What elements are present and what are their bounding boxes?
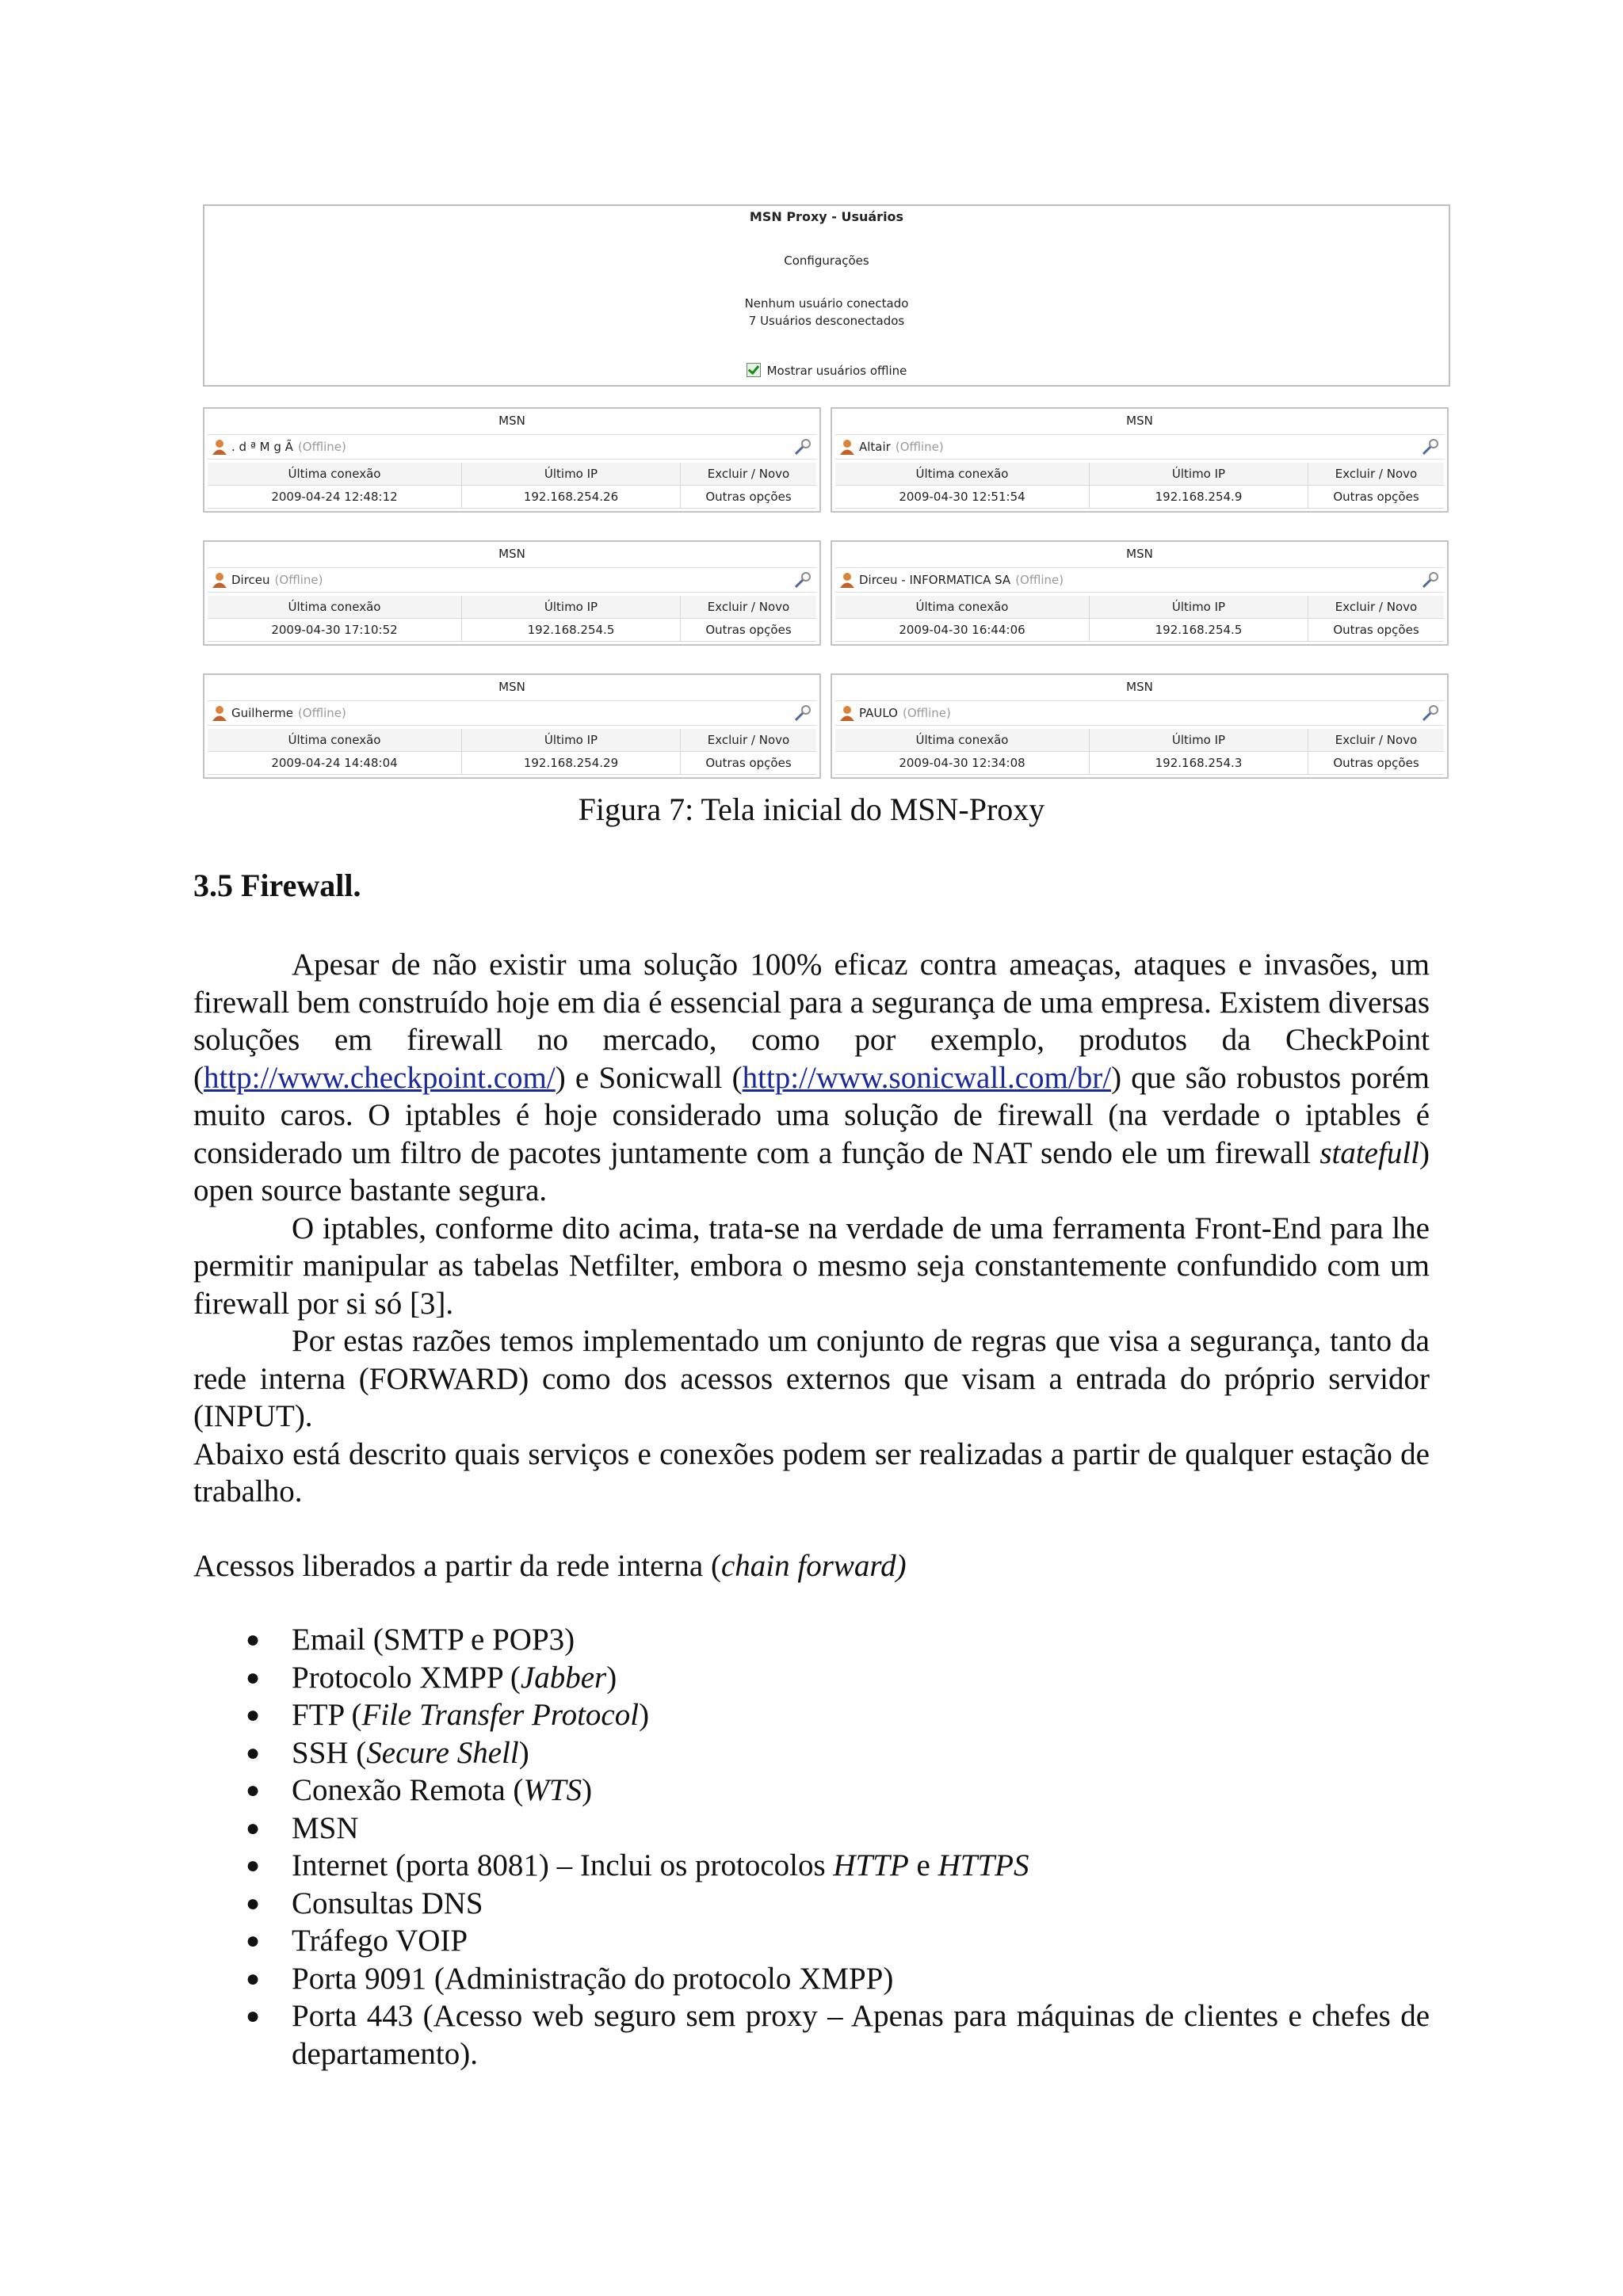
- last-connection-value: 2009-04-30 17:10:52: [271, 623, 398, 637]
- msn-proxy-screenshot: [203, 204, 1449, 781]
- col-last-ip: Último IP: [461, 596, 680, 618]
- tools-icon[interactable]: [1420, 438, 1439, 457]
- paragraph-2: O iptables, conforme dito acima, trata-se na verdade de uma ferramenta Front-End para lhe permitir manipular as tabelas Netfilter, embora o mesmo seja constantemente confundido com um firewall por si só [3].: [193, 1211, 1430, 1321]
- bullet-icon: ●: [246, 1965, 261, 1992]
- user-offline-icon: [211, 571, 228, 589]
- user-offline-icon: [211, 704, 228, 722]
- user-status: (Offline): [297, 706, 346, 720]
- last-ip-value: 192.168.254.26: [461, 486, 680, 508]
- list-item: ● Email (SMTP e POP3): [193, 1621, 1430, 1659]
- last-ip-value: 192.168.254.3: [1089, 752, 1308, 774]
- bullet-icon: ●: [246, 1890, 261, 1917]
- col-last-connection: Última conexão: [915, 467, 1009, 481]
- user-card: [831, 673, 1449, 779]
- list-item: ● FTP (File Transfer Protocol): [193, 1696, 1430, 1734]
- user-offline-icon: [211, 438, 228, 456]
- user-status: (Offline): [895, 440, 944, 454]
- users-panel-header: [203, 204, 1450, 387]
- card-header: MSN: [498, 414, 525, 428]
- list-item: ● Consultas DNS: [193, 1885, 1430, 1923]
- user-name: Guilherme: [231, 706, 293, 720]
- card-header: MSN: [1126, 680, 1153, 694]
- config-link[interactable]: Configurações: [784, 254, 869, 268]
- user-row: [835, 567, 1444, 593]
- user-row: [208, 567, 816, 593]
- col-last-ip: Último IP: [1089, 463, 1308, 485]
- section-body: [193, 946, 1430, 1511]
- bullet-icon: ●: [246, 1664, 261, 1691]
- other-options-link[interactable]: Outras opções: [1308, 619, 1444, 641]
- user-card: [203, 673, 821, 779]
- user-offline-icon: [838, 438, 856, 456]
- last-ip-value: 192.168.254.29: [461, 752, 680, 774]
- col-last-connection: Última conexão: [288, 467, 381, 481]
- user-offline-icon: [838, 704, 856, 722]
- col-last-ip: Último IP: [1089, 729, 1308, 751]
- delete-new-link[interactable]: Excluir / Novo: [680, 596, 816, 618]
- list-item: ● Conexão Remota (WTS): [193, 1772, 1430, 1810]
- user-row: [835, 700, 1444, 726]
- last-ip-value: 192.168.254.5: [461, 619, 680, 641]
- user-status: (Offline): [297, 440, 346, 454]
- user-row: [208, 700, 816, 726]
- list-item: ● Protocolo XMPP (Jabber): [193, 1659, 1430, 1697]
- show-offline-toggle[interactable]: [204, 363, 1449, 378]
- user-offline-icon: [838, 571, 856, 589]
- delete-new-link[interactable]: Excluir / Novo: [1308, 596, 1444, 618]
- user-status: (Offline): [274, 573, 323, 587]
- col-last-connection: Última conexão: [288, 733, 381, 747]
- last-connection-value: 2009-04-30 12:34:08: [899, 756, 1025, 770]
- user-status: (Offline): [1015, 573, 1064, 587]
- delete-new-link[interactable]: Excluir / Novo: [680, 463, 816, 485]
- user-name: Altair: [859, 440, 891, 454]
- bullet-icon: ●: [246, 1777, 261, 1803]
- col-last-ip: Último IP: [1089, 596, 1308, 618]
- delete-new-link[interactable]: Excluir / Novo: [1308, 463, 1444, 485]
- user-card: [831, 407, 1449, 513]
- user-row: [208, 434, 816, 460]
- last-connection-value: 2009-04-30 12:51:54: [899, 490, 1025, 504]
- user-name: Dirceu: [231, 573, 270, 587]
- bullet-icon: ●: [246, 1852, 261, 1878]
- card-header: MSN: [1126, 414, 1153, 428]
- last-ip-value: 192.168.254.9: [1089, 486, 1308, 508]
- figure-caption: Figura 7: Tela inicial do MSN-Proxy: [578, 791, 1045, 827]
- col-last-connection: Última conexão: [915, 733, 1009, 747]
- last-connection-value: 2009-04-24 12:48:12: [271, 490, 398, 504]
- connected-count: Nenhum usuário conectado: [744, 296, 909, 311]
- last-connection-value: 2009-04-24 14:48:04: [271, 756, 398, 770]
- user-card: [203, 407, 821, 513]
- sonicwall-link[interactable]: http://www.sonicwall.com/br/: [742, 1060, 1112, 1095]
- user-name: Dirceu - INFORMATICA SA: [859, 573, 1011, 587]
- other-options-link[interactable]: Outras opções: [1308, 486, 1444, 508]
- col-last-ip: Último IP: [461, 729, 680, 751]
- user-status: (Offline): [902, 706, 951, 720]
- tools-icon[interactable]: [792, 571, 812, 590]
- list-item: ● MSN: [193, 1810, 1430, 1848]
- tools-icon[interactable]: [1420, 704, 1439, 723]
- bullet-icon: ●: [246, 2003, 261, 2029]
- delete-new-link[interactable]: Excluir / Novo: [680, 729, 816, 751]
- other-options-link[interactable]: Outras opções: [680, 619, 816, 641]
- tools-icon[interactable]: [792, 704, 812, 723]
- list-item: ● Internet (porta 8081) – Inclui os protocolos HTTP e HTTPS: [193, 1847, 1430, 1885]
- user-name: PAULO: [859, 706, 898, 720]
- col-last-connection: Última conexão: [288, 600, 381, 614]
- checkpoint-link[interactable]: http://www.checkpoint.com/: [204, 1060, 556, 1095]
- card-header: MSN: [498, 547, 525, 561]
- delete-new-link[interactable]: Excluir / Novo: [1308, 729, 1444, 751]
- last-ip-value: 192.168.254.5: [1089, 619, 1308, 641]
- card-header: MSN: [1126, 547, 1153, 561]
- user-card: [831, 540, 1449, 646]
- user-card: [203, 540, 821, 646]
- paragraph-4: Abaixo está descrito quais serviços e conexões podem ser realizadas a partir de qualquer estação de trabalho.: [193, 1436, 1430, 1508]
- disconnected-count: 7 Usuários desconectados: [748, 314, 905, 328]
- list-item: ● SSH (Secure Shell): [193, 1734, 1430, 1772]
- paragraph-5: Acessos liberados a partir da rede interna (chain forward): [193, 1549, 907, 1583]
- bullet-icon: ●: [246, 1702, 261, 1728]
- bullet-icon: ●: [246, 1928, 261, 1954]
- panel-title: MSN Proxy - Usuários: [749, 209, 904, 224]
- bullet-icon: ●: [246, 1814, 261, 1841]
- last-connection-value: 2009-04-30 16:44:06: [899, 623, 1025, 637]
- user-name: . d ª M g Ã: [231, 440, 293, 454]
- col-last-ip: Último IP: [461, 463, 680, 485]
- list-item: ● Porta 9091 (Administração do protocolo XMPP): [193, 1960, 1430, 1998]
- paragraph-1: Apesar de não existir uma solução 100% eficaz contra ameaças, ataques e invasões, um firewall bem construído hoje em dia é essencial para a segurança de uma empresa. Existem diversas soluções em firewall no mercado, como por exemplo, produtos da CheckPoint (http://www.checkpoint.com/) e Sonicwall (http://www.sonicwall.com/br/) que são robustos porém muito caros. O iptables é hoje considerado uma solução de firewall (na verdade o iptables é considerado um filtro de pacotes juntamente com a função de NAT sendo ele um firewall statefull) open source bastante segura.: [193, 948, 1430, 1207]
- show-offline-label: Mostrar usuários offline: [766, 364, 907, 378]
- bullet-icon: ●: [246, 1627, 261, 1653]
- col-last-connection: Última conexão: [915, 600, 1009, 614]
- allowed-services-list: [193, 1621, 1430, 2073]
- other-options-link[interactable]: Outras opções: [680, 752, 816, 774]
- other-options-link[interactable]: Outras opções: [680, 486, 816, 508]
- user-row: [835, 434, 1444, 460]
- other-options-link[interactable]: Outras opções: [1308, 752, 1444, 774]
- tools-icon[interactable]: [792, 438, 812, 457]
- bullet-icon: ●: [246, 1739, 261, 1766]
- tools-icon[interactable]: [1420, 571, 1439, 590]
- checkbox-checked-icon[interactable]: [747, 363, 761, 377]
- list-item: ● Tráfego VOIP: [193, 1922, 1430, 1960]
- section-heading: 3.5 Firewall.: [193, 868, 361, 903]
- list-item: ● Porta 443 (Acesso web seguro sem proxy – Apenas para máquinas de clientes e chefes de departamento).: [246, 1999, 1430, 2071]
- card-header: MSN: [498, 680, 525, 694]
- paragraph-3: Por estas razões temos implementado um conjunto de regras que visa a segurança, tanto da rede interna (FORWARD) como dos acessos externos que visam a entrada do próprio servidor (INPUT).: [193, 1324, 1430, 1433]
